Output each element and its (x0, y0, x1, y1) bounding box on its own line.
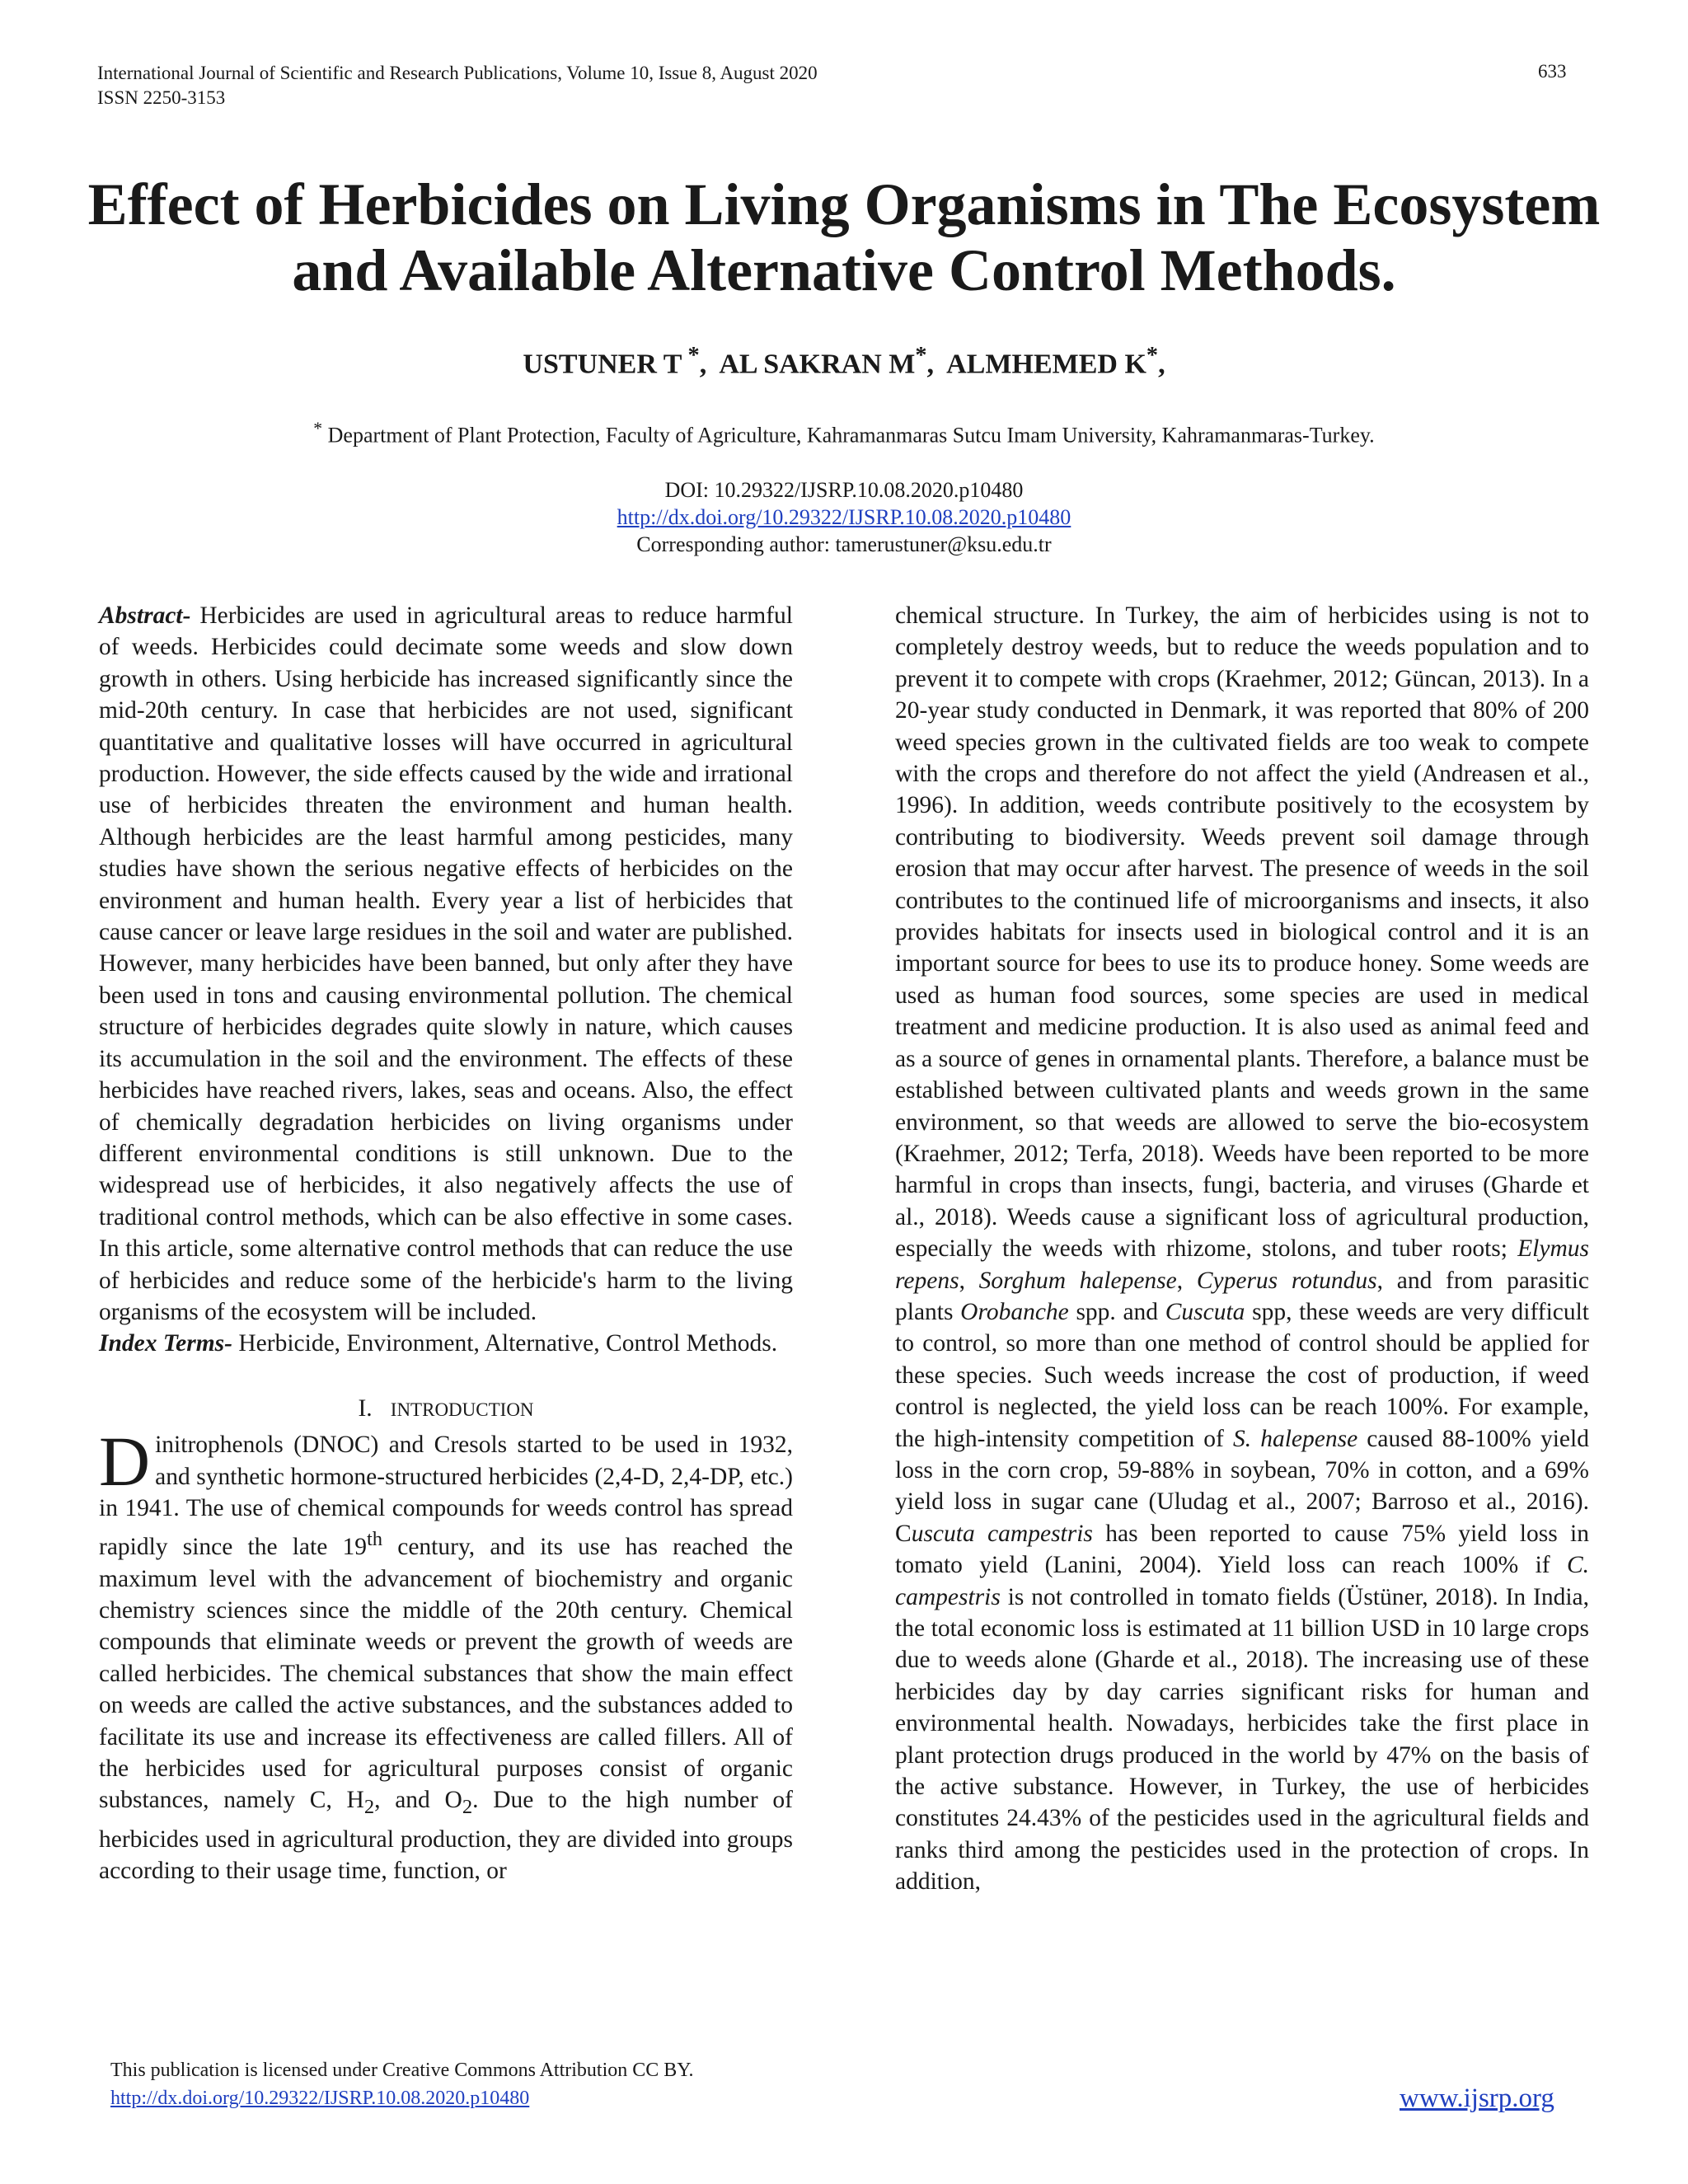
author-2: AL SAKRAN M (719, 349, 916, 380)
running-header (97, 61, 818, 110)
abstract (99, 600, 793, 1328)
body-paragraph: chemical structure. In Turkey, the aim of herbicides using is not to completely destroy weeds, but to reduce the weeds population and to prevent it to compete with crops (Kraehmer, 2012; Güncan, 2013). In a 20-year study conducted in Denmark, it was reported that 80% of 200 weed species grown in the cultivated fields are too weak to compete with the crops and therefore do not affect the yield (Andreasen et al., 1996). In addition, weeds contribute positively to the ecosystem by contributing to biodiversity. Weeds prevent soil damage through erosion that may occur after harvest. The presence of weeds in the soil contributes to the continued life of microorganisms and insects, it also provides habitats for insects used in biological control and it is an important source for bees to use its to produce honey. Some weeds are used as human food sources, some species are used in medical treatment and medicine production. It is also used as animal feed and as a source of genes in ornamental plants. Therefore, a balance must be established between cultivated plants and weeds grown in the same environment, so that weeds are allowed to serve the bio-ecosystem (Kraehmer, 2012; Terfa, 2018). Weeds have been reported to be more harmful in crops than insects, fungi, bacteria, and viruses (Gharde et al., 2018). Weeds cause a significant loss of agricultural production, especially the weeds with rhizome, stolons, and tuber roots; Elymus repens, Sorghum halepense, Cyperus rotundus, and from parasitic plants Orobanche spp. and Cuscuta spp, these weeds are very difficult to control, so more than one method of control should be applied for these species. Such weeds increase the cost of production, if weed control is neglected, the yield loss can be reach 100%. For example, the high-intensity competition of S. halepense caused 88-100% yield loss in the corn crop, 59-88% in soybean, 70% in cotton, and a 69% yield loss in sugar cane (Uludag et al., 2007; Barroso et al., 2016). Cuscuta campestris has been reported to cause 75% yield loss in tomato yield (Lanini, 2004). Yield loss can reach 100% if C. campestris is not controlled in tomato fields (Üstüner, 2018). In India, the total economic loss is estimated at 11 billion USD in 10 large crops due to weeds alone (Gharde et al., 2018). The increasing use of these herbicides day by day carries significant risks for human and environmental health. Nowadays, herbicides take the first place in plant protection drugs produced in the world by 47% on the basis of the active substance. However, in Turkey, the use of herbicides constitutes 24.43% of the pesticides used in the agricultural fields and ranks third among the pesticides used in the protection of crops. In addition, (895, 602, 1590, 1896)
drop-cap: D (99, 1422, 151, 1502)
issn: ISSN 2250-3153 (97, 87, 226, 108)
index-terms-text: Herbicide, Environment, Alternative, Control Methods. (238, 1330, 778, 1357)
footer (110, 2056, 694, 2112)
journal-name: International Journal of Scientific and Research Publications, Volume 10, Issue 8, August 2020 (97, 63, 818, 83)
author-1: USTUNER T (523, 349, 682, 380)
license-text: This publication is licensed under Creative Commons Attribution CC BY. (110, 2060, 694, 2081)
index-terms (99, 1328, 793, 1359)
introduction-paragraph: Dinitrophenols (DNOC) and Cresols started to be used in 1932, and synthetic hormone-structured herbicides (2,4-D, 2,4-DP, etc.) in 1941. The use of chemical compounds for weeds control has spread rapidly since the late 19th century, and its use has reached the maximum level with the advancement of biochemistry and organic chemistry sciences since the middle of the 20th century. Chemical compounds that eliminate weeds or prevent the growth of weeds are called herbicides. The chemical substances that show the main effect on weeds are called the active substances, and the substances added to facilitate its use and increase its effectiveness are called fillers. All of the herbicides used for agricultural purposes consist of organic substances, namely C, $H_2$, and $O_2$. Due to the high number of herbicides used in agricultural production, they are divided into groups according to their usage time, function, or (99, 1422, 793, 1885)
index-terms-label: Index Terms- (99, 1330, 232, 1357)
section-heading: I. INTRODUCTION (358, 1394, 534, 1422)
corresponding-author: Corresponding author: tamerustuner@ksu.edu.tr (636, 532, 1052, 556)
paper-title: Effect of Herbicides on Living Organisms in The Ecosystem and Available Alternative Control Methods. (87, 171, 1601, 303)
doi-block (82, 476, 1606, 558)
footer-doi-link[interactable]: http://dx.doi.org/10.29322/IJSRP.10.08.2020.p10480 (110, 2088, 530, 2109)
abstract-label: Abstract- (99, 602, 191, 629)
page-number: 633 (1538, 61, 1567, 82)
doi-link[interactable]: http://dx.doi.org/10.29322/IJSRP.10.08.2020.p10480 (617, 505, 1071, 529)
author-list: USTUNER T *, AL SAKRAN M*, ALMHEMED K*, (523, 343, 1165, 380)
doi-text: DOI: 10.29322/IJSRP.10.08.2020.p10480 (664, 478, 1024, 502)
right-column (895, 600, 1589, 1898)
left-column (99, 600, 793, 1887)
author-3: ALMHEMED K (946, 349, 1146, 380)
affiliation: * Department of Plant Protection, Faculty of Agriculture, Kahramanmaras Sutcu Imam University, Kahramanmaras-Turkey. (313, 419, 1375, 448)
website-link[interactable]: www.ijsrp.org (1400, 2083, 1554, 2113)
abstract-text: Herbicides are used in agricultural areas to reduce harmful of weeds. Herbicides could decimate some weeds and slow down growth in others. Using herbicide has increased significantly since the mid-20th century. In case that herbicides are not used, significant quantitative and qualitative losses will have occurred in agricultural production. However, the side effects caused by the wide and irrational use of herbicides threaten the environment and human health. Although herbicides are the least harmful among pesticides, many studies have shown the serious negative effects of herbicides on the environment and human health. Every year a list of herbicides that cause cancer or leave large residues in the soil and water are published. However, many herbicides have been banned, but only after they have been used in tons and causing environmental pollution. The chemical structure of herbicides degrades quite slowly in nature, which causes its accumulation in the soil and the environment. The effects of these herbicides have reached rivers, lakes, seas and oceans. Also, the effect of chemically degradation herbicides on living organisms under different environmental conditions is still unknown. Due to the widespread use of herbicides, it also negatively affects the use of traditional control methods, which can be also effective in some cases. In this article, some alternative control methods that can reduce the use of herbicides and reduce some of the herbicide's harm to the living organisms of the ecosystem will be included. (99, 602, 793, 1325)
